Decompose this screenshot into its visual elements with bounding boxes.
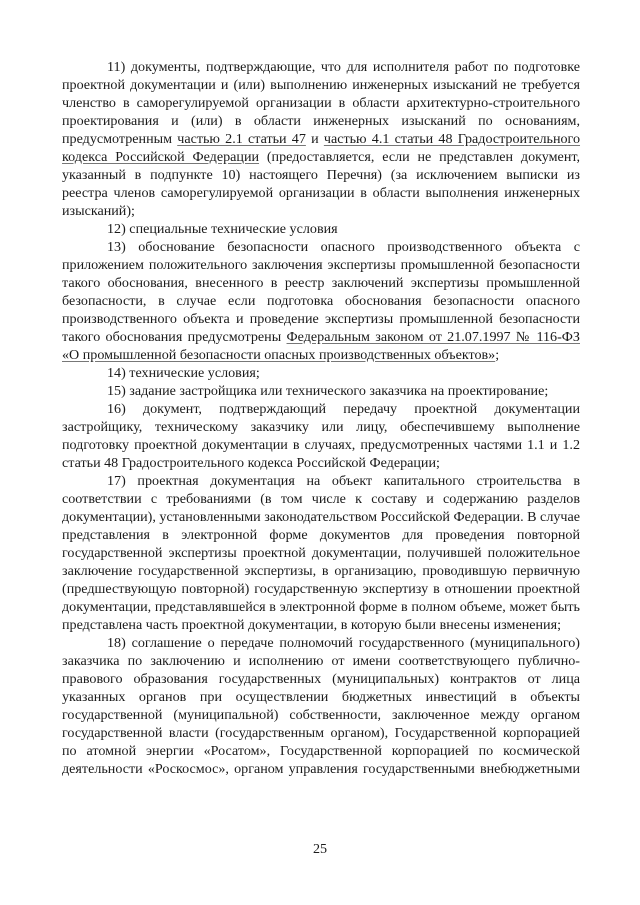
list-item-16: 16) документ, подтверждающий передачу проектной документации застройщику, техническому заказчику или лицу, обеспечившему выполнение подготовку проектной документации в случаях, предусмотренных частями 1.1 и 1.2 статьи 48 Градостроительного кодекса Российской Федерации; (62, 401, 580, 471)
list-item-15: 15) задание застройщика или технического заказчика на проектирование; (107, 383, 549, 399)
item-11-text-middle: и (305, 131, 324, 147)
item-11-text-start: 11) документы, подтверждающие, что для исполнителя работ по подготовке проектной документации и (или) выполнению инженерных изысканий не требуется членство в саморегулируемой организации в области архитектурно-строительного проектирования и (или) в области инженерных изысканий по основаниям, предусмотренным (62, 59, 580, 147)
list-item-14: 14) технические условия; (107, 365, 260, 381)
list-item-12: 12) специальные технические условия (107, 221, 338, 237)
item-13-text-start: 13) обоснование безопасности опасного производственного объекта с приложением положительного заключения экспертизы промышленной безопасности такого обоснования, внесенного в реестр заключений экспертизы промышленной безопасности, в случае если подготовка обоснования безопасности опасного производственного объекта и проведение экспертизы промышленной безопасности такого обоснования предусмотрены (62, 239, 580, 345)
page-number: 25 (312, 841, 328, 857)
item-11-text-end: (предоставляется, если не представлен документ, указанный в подпункте 10) настоящего Перечня) (за исключением выписки из реестра членов саморегулируемой организации в области выполнения инженерных изысканий); (62, 149, 580, 219)
link-federal-law-116[interactable]: Федеральным законом от 21.07.1997 № 116-ФЗ «О промышленной безопасности опасных производственных объектов» (62, 329, 580, 363)
list-item-17: 17) проектная документация на объект капитального строительства в соответствии с требованиями (в том числе к составу и содержанию разделов документации), установленными законодательством Российской Федерации. В случае представления в электронной форме документов для проведения повторной государственной экспертизы проектной документации, получившей положительное заключение государственной экспертизы, в организацию, проводившую первичную (предшествующую повторной) государственную экспертизу в отношении проектной документации, представлявшейся в электронной форме в полном объеме, может быть представлена часть проектной документации, в которую были внесены изменения; (62, 473, 580, 633)
item-13-text-end: ; (495, 347, 500, 363)
link-article-47[interactable]: частью 2.1 статьи 47 (177, 131, 306, 147)
list-item-13 (62, 238, 580, 364)
list-item-18: 18) соглашение о передаче полномочий государственного (муниципального) заказчика по заключению и исполнению от имени соответствующего публично-правового образования государственных (муниципальных) контрактов от лица указанных органов при осуществлении бюджетных инвестиций в объекты государственной (муниципальной) собственности, заключенное между органом государственной власти (государственным органом), Государственной корпорацией по атомной энергии «Росатом», Государственной корпорацией по космической деятельности «Роскосмос», органом управления государственными внебюджетными (62, 635, 580, 777)
link-article-48[interactable]: частью 4.1 статьи 48 Градостроительного кодекса Российской Федерации (62, 131, 581, 165)
document-body (62, 58, 580, 778)
list-item-11 (62, 58, 580, 220)
